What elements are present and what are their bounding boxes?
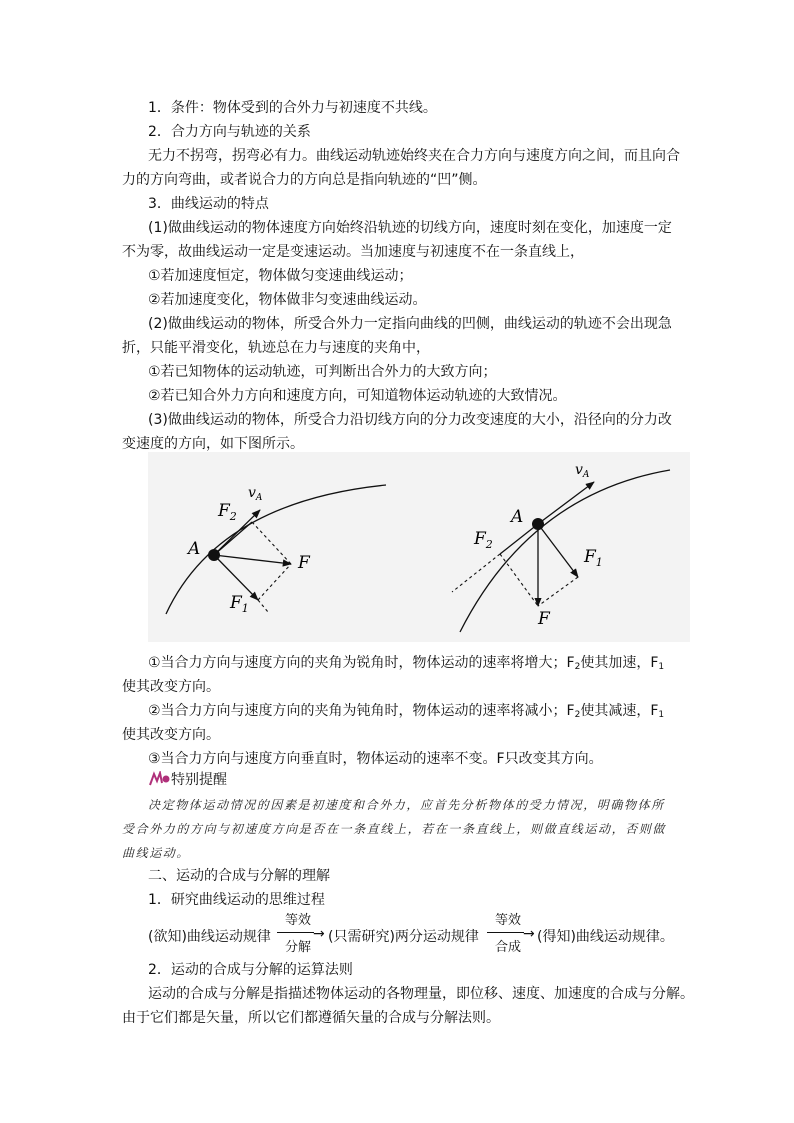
point-a-right (532, 518, 544, 530)
flow-start: (欲知)曲线运动规律 (148, 929, 271, 945)
text-line: 使其改变方向。 (122, 727, 220, 743)
flow-label-top: 等效 (494, 913, 521, 928)
note-line: 曲线运动。 (122, 846, 191, 860)
section-heading: 3．曲线运动的特点 (148, 196, 269, 212)
flow-middle: (只需研究)两分运动规律 (328, 929, 479, 945)
label-f2-right: $F_2$ (474, 529, 493, 551)
f2-component-right (500, 524, 538, 554)
flow-end: (得知)曲线运动规律。 (537, 929, 674, 945)
subscript: 1 (658, 662, 665, 672)
text-segment: 使其加速，F (580, 655, 659, 671)
text-line: 无力不拐弯，拐弯必有力。曲线运动轨迹始终夹在合力方向与速度方向之间，而且向合 (148, 148, 680, 164)
label-a-left: A (188, 539, 201, 559)
text-line: (3)做曲线运动的物体，所受合力沿切线方向的分力改变速度的大小，沿径向的分力改 (148, 412, 672, 428)
left-diagram (166, 485, 386, 615)
text-line: 变速度的方向，如下图所示。 (122, 436, 304, 452)
dashed-guide-right (452, 554, 500, 592)
label-f1-right: $F_1$ (584, 547, 603, 569)
text-line (148, 653, 706, 677)
note-line: 决定物体运动情况的因素是初速度和合外力，应首先分析物体的受力情况，明确物体所 (148, 798, 665, 812)
label-f-right: F (538, 609, 550, 629)
special-reminder-icon (148, 771, 170, 787)
right-diagram (452, 462, 670, 632)
label-v-right: $v_A$ (575, 462, 590, 480)
force-arrow-left (214, 555, 291, 564)
subsection-heading: 1．研究曲线运动的思维过程 (148, 892, 325, 908)
label-a-right: A (511, 507, 524, 527)
flow-label-top: 等效 (284, 913, 311, 928)
text-line: 不为零，故曲线运动一定是变速运动。当加速度与初速度不在一条直线上， (122, 244, 584, 260)
dashed-guide-left (258, 564, 291, 600)
right-arrow-icon (277, 932, 314, 933)
dashed-guide-right (538, 577, 578, 606)
force-decomposition-figure (148, 452, 690, 642)
dashed-guide-left (258, 600, 268, 612)
point-a-left (208, 549, 220, 561)
text-line: ①若已知物体的运动轨迹，可判断出合外力的大致方向； (148, 364, 497, 380)
text-line: 2．合力方向与轨迹的关系 (148, 124, 311, 140)
text-line: 力的方向弯曲，或者说合力的方向总是指向轨迹的“凹”侧。 (122, 172, 487, 188)
text-segment: ①当合力方向与速度方向的夹角为锐角时，物体运动的速率将增大；F (148, 655, 575, 671)
trajectory-curve-right (460, 470, 670, 632)
text-line (148, 701, 706, 725)
flow-label-bottom: 合成 (494, 940, 521, 955)
text-line: ③当合力方向与速度方向垂直时，物体运动的速率不变。F只改变其方向。 (148, 751, 603, 767)
text-line: 使其改变方向。 (122, 679, 220, 695)
subscript: 2 (574, 710, 581, 720)
right-arrow-icon: → (313, 926, 325, 942)
f2-component-left (214, 522, 252, 555)
text-segment: ②当合力方向与速度方向的夹角为钝角时，物体运动的速率将减小；F (148, 703, 575, 719)
text-line: 1．条件：物体受到的合外力与初速度不共线。 (148, 100, 437, 116)
text-line: ②若加速度变化，物体做非匀变速曲线运动。 (148, 292, 427, 308)
velocity-arrow-right (538, 482, 594, 524)
subsection-heading: 2．运动的合成与分解的运算法则 (148, 962, 353, 978)
text-line: 运动的合成与分解是指描述物体运动的各物理量，即位移、速度、加速度的合成与分解。 (148, 986, 694, 1002)
tip-title: 特别提醒 (171, 772, 227, 788)
text-segment: 使其减速，F (580, 703, 659, 719)
dashed-guide-left (252, 522, 291, 564)
label-v-left: $v_A$ (248, 485, 263, 503)
flow-label-bottom: 分解 (284, 940, 311, 955)
subscript: 1 (658, 710, 665, 720)
right-arrow-icon (487, 932, 524, 933)
label-f1-left: $F_1$ (230, 593, 249, 615)
f1-component-right (538, 524, 578, 577)
label-f2-left: $F_2$ (218, 501, 237, 523)
force-diagram-svg (148, 452, 690, 642)
right-arrow-icon: → (523, 926, 535, 942)
text-line: ①若加速度恒定，物体做匀变速曲线运动； (148, 268, 413, 284)
text-line: ②若已知合外力方向和速度方向，可知道物体运动轨迹的大致情况。 (148, 388, 567, 404)
text-line: 由于它们都是矢量，所以它们都遵循矢量的合成与分解法则。 (122, 1010, 500, 1026)
section-heading: 二、运动的合成与分解的理解 (148, 868, 330, 884)
text-line: (2)做曲线运动的物体，所受合外力一定指向曲线的凹侧，曲线运动的轨迹不会出现急 (148, 316, 672, 332)
label-f-left: F (298, 553, 310, 573)
subscript: 2 (574, 662, 581, 672)
text-line: 折，只能平滑变化，轨迹总在力与速度的夹角中， (122, 340, 430, 356)
note-line: 受合外力的方向与初速度方向是否在一条直线上，若在一条直线上，则做直线运动，否则做 (122, 822, 667, 836)
text-line: (1)做曲线运动的物体速度方向始终沿轨迹的切线方向，速度时刻在变化，加速度一定 (148, 220, 672, 236)
